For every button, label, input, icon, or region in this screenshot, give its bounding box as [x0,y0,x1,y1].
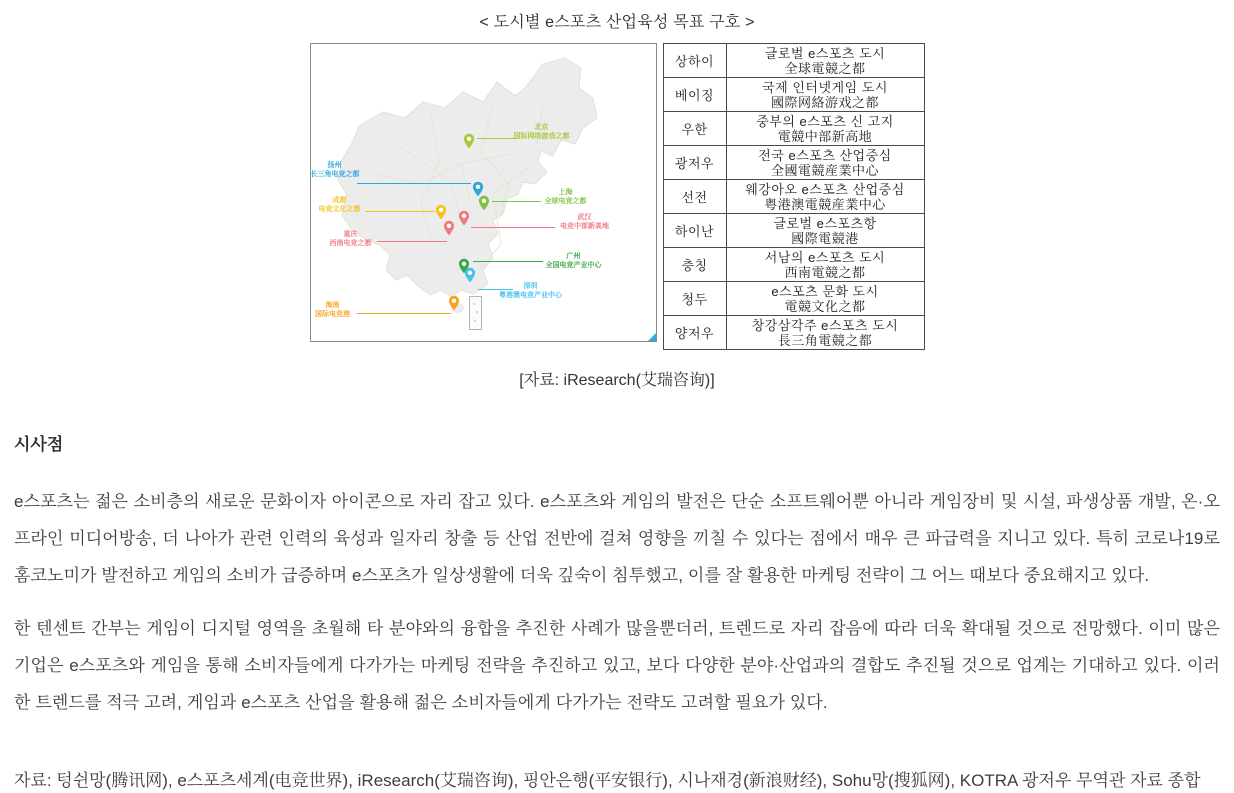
table-row [663,44,924,78]
table-row [663,112,924,146]
marker-label [497,282,565,300]
marker-city: 上海 [558,189,573,196]
slogan-cell: 전국 e스포츠 산업중심 全國電競産業中心 [726,146,924,180]
marker-city: 重庆 [343,231,358,238]
slogan-cell: e스포츠 문화 도시 電競文化之都 [726,282,924,316]
marker-slogan: 国际电竞港 [315,311,350,318]
marker-leader-line [471,227,555,228]
marker-city: 成都 [332,197,347,204]
map-pin-icon [458,210,470,226]
marker-label [311,161,359,179]
marker-leader-line [377,241,447,242]
marker-leader-line [357,183,471,184]
marker-leader-line [473,261,543,262]
city-cell: 양저우 [663,316,726,350]
marker-label [511,123,573,141]
marker-slogan: 西南电竞之都 [329,240,372,247]
slogan-cell: 창강삼각주 e스포츠 도시 長三角電競之都 [726,316,924,350]
figure-row [0,43,1234,350]
paragraph-2: 한 텐센트 간부는 게임이 디지털 영역을 초월해 타 분야와의 융합을 추진한 사례가 많을뿐더러, 트렌드로 자리 잡음에 따라 더욱 확대될 것으로 전망했다. 이미 많은 기업은 e스포츠와 게임을 통해 소비자들에게 다가가는 마케팅 전략을 추진하고 있고, 보다 다양한 분야·산업과의 결합도 추진될 것으로 업계는 기대하고 있다. 이러한 트렌드를 적극 고려, 게임과 e스포츠 산업을 활용해 젊은 소비자들에게 다가가는 전략도 고려할 필요가 있다. [14,619,1220,712]
map-pin-icon [478,195,490,211]
marker-label [311,301,355,319]
city-cell: 하이난 [663,214,726,248]
marker-slogan: 全国电竞产业中心 [545,262,602,269]
table-row [663,316,924,350]
marker-label [543,252,605,270]
marker-label [327,230,375,248]
table-row [663,248,924,282]
figure-title: < 도시별 e스포츠 산업육성 목표 구호 > [479,14,755,31]
city-cell: 상하이 [663,44,726,78]
marker-city: 扬州 [327,162,342,169]
source-line: 자료: 텅쉰망(腾讯网), e스포츠세계(电竞世界), iResearch(艾瑞咨询), 핑안은행(平安银行), 시나재경(新浪财经), Sohu망(搜狐网), KOTRA 광저우 무역관 자료 종합 [14,771,1201,790]
city-slogan-table [663,43,925,350]
map-pin-icon [435,204,447,220]
marker-label [541,188,591,206]
marker-city: 广州 [566,253,581,260]
marker-label [557,213,613,231]
slogan-cell: 글로벌 e스포츠항 國際電競港 [726,214,924,248]
marker-city: 北京 [534,124,549,131]
marker-leader-line [492,201,541,202]
marker-slogan: 全球电竞之都 [544,198,587,205]
city-cell: 베이징 [663,78,726,112]
marker-slogan: 粤港澳电竞产业中心 [499,292,562,299]
paragraph-1: e스포츠는 젊은 소비층의 새로운 문화이자 아이콘으로 자리 잡고 있다. e스포츠와 게임의 발전은 단순 소프트웨어뿐 아니라 게임장비 및 시설, 파생상품 개발, 온·오프라인 미디어방송, 더 나아가 관련 인력의 육성과 일자리 창출 등 산업 전반에 걸쳐 영향을 끼칠 수 있다는 점에서 매우 큰 파급력을 지니고 있다. 특히 코로나19로 홈코노미가 발전하고 게임의 소비가 급증하며 e스포츠가 일상생활에 더욱 깊숙이 침투했고, 이를 잘 활용한 마케팅 전략이 그 어느 때보다 중요해지고 있다. [14,492,1220,585]
slogan-cell: 중부의 e스포츠 신 고지 電競中部新高地 [726,112,924,146]
marker-city: 海南 [325,302,340,309]
city-cell: 충칭 [663,248,726,282]
table-row [663,180,924,214]
figure-block [0,0,1234,390]
slogan-cell: 글로벌 e스포츠 도시 全球電競之都 [726,44,924,78]
map-pin-icon [448,295,460,311]
marker-slogan: 国际网络游戏之都 [513,133,570,140]
table-row [663,78,924,112]
marker-city: 深圳 [523,283,538,290]
marker-label [317,196,363,214]
city-slogan-table-body [663,44,924,350]
table-row [663,214,924,248]
marker-leader-line [357,313,451,314]
map-pin-icon [463,133,475,149]
china-map [310,43,657,342]
slogan-cell: 웨강아오 e스포츠 산업중심 粤港澳電競産業中心 [726,180,924,214]
map-pin-icon [464,267,476,283]
city-cell: 광저우 [663,146,726,180]
marker-leader-line [365,211,435,212]
marker-city: 武汉 [577,214,592,221]
figure-caption: [자료: iResearch(艾瑞咨询)] [519,372,715,389]
section-heading: 시사점 [14,435,64,454]
map-corner-mark [648,333,656,341]
marker-slogan: 电竞中部新高地 [560,223,609,230]
table-row [663,146,924,180]
marker-slogan: 电竞文化之都 [318,206,361,213]
city-cell: 선전 [663,180,726,214]
marker-slogan: 长三角电竞之都 [310,171,360,178]
slogan-cell: 국제 인터넷게임 도시 國際网絡游戏之都 [726,78,924,112]
slogan-cell: 서남의 e스포츠 도시 西南電競之都 [726,248,924,282]
city-cell: 청두 [663,282,726,316]
city-cell: 우한 [663,112,726,146]
table-row [663,282,924,316]
article-body [0,434,1234,793]
south-china-sea-inset [469,296,482,330]
map-pin-icon [443,220,455,236]
